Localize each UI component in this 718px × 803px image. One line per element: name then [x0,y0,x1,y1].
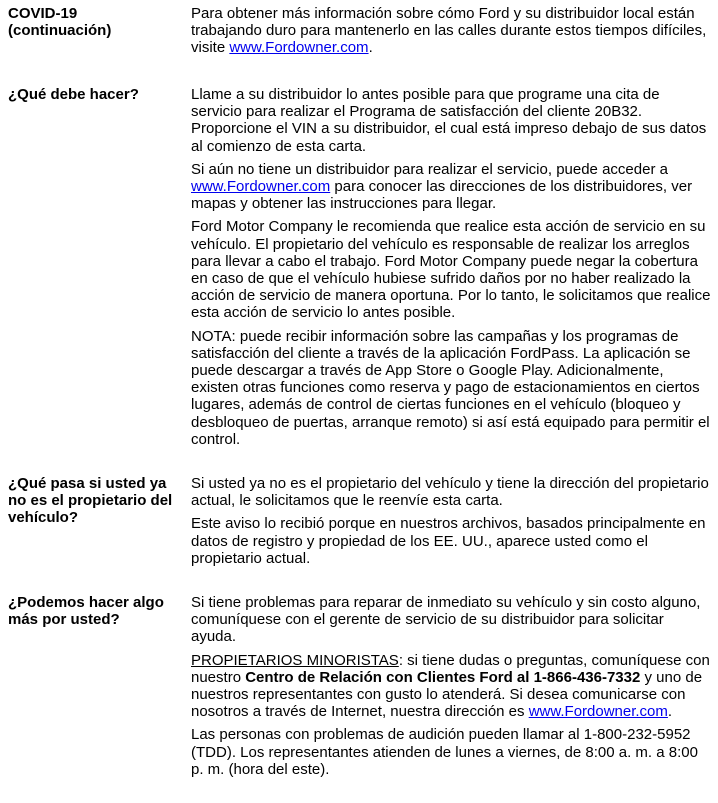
text-span: . [368,39,373,57]
paragraph: Las personas con problemas de audición pueden llamar al 1-800-232-5952 (TDD). Los representantes atienden de lunes a viernes, de 8:00 a. m. a 8:00 p. m. (hora del este). [191,726,698,778]
text-span: para conocer las direcciones de los distribuidores, ver mapas y obtener las instrucciones para llegar. [191,178,693,213]
fordowner-link[interactable]: www.Fordowner.com [528,703,668,721]
paragraph: Este aviso lo recibió porque en nuestros archivos, basados principalmente en datos de registro y propiedad de los EE. UU., aparece usted como el propietario actual. [191,515,706,567]
retail-owners-heading: PROPIETARIOS MINORISTAS [191,651,399,669]
section-label-more-help: ¿Podemos hacer algo más por usted? [8,594,164,629]
paragraph [191,5,711,57]
section-content-more-help [191,594,711,784]
paragraph [191,161,711,213]
section-content-not-owner [191,475,711,573]
section-label-what-to-do: ¿Qué debe hacer? [8,86,139,103]
section-content-what-to-do [191,86,711,454]
text-span: y uno de nuestros representantes con gusto lo atenderá. Si desea comunicarse con nosotros a través de Internet, nuestra dirección es [191,668,703,721]
section-content-covid [191,5,711,63]
paragraph: NOTA: puede recibir información sobre las campañas y los programas de satisfacción del cliente a través de la aplicación FordPass. La aplicación se puede descargar a través de App Store o Google Play. Adicionalmente, existen otras funciones como reserva y pago de estacionamientos en ciertos lugares, además de control de ciertas funciones en el vehículo (bloqueo y desbloqueo de puertas, arranque remoto) si así está equipado para permitir el control. [191,327,710,448]
section-label-not-owner: ¿Qué pasa si usted ya no es el propietario del vehículo? [8,475,173,527]
text-span: . [667,703,673,721]
fordowner-link[interactable]: www.Fordowner.com [191,178,331,196]
fordowner-link[interactable]: www.Fordowner.com [229,39,369,57]
text-span: : si tiene dudas o preguntas, comuníquese con nuestro [191,651,710,686]
section-label-covid: COVID-19 (continuación) [8,5,112,40]
text-span: Si aún no tiene un distribuidor para realizar el servicio, puede acceder a [191,160,668,178]
customer-relationship-center-phone: Centro de Relación con Clientes Ford al 1-866-436-7332 [245,668,641,686]
paragraph: Si usted ya no es el propietario del vehículo y tiene la dirección del propietario actual, le solicitamos que le reenvíe esta carta. [191,475,709,510]
paragraph: Llame a su distribuidor lo antes posible para que programe una cita de servicio para realizar el Programa de satisfacción del cliente 20B32. Proporcione el VIN a su distribuidor, el cual está impreso debajo de sus datos al comienzo de esta carta. [191,86,707,155]
paragraph [191,652,711,721]
paragraph: Ford Motor Company le recomienda que realice esta acción de servicio en su vehículo. El propietario del vehículo es responsable de realizar los arreglos para llevar a cabo el trabajo. Ford Motor Company puede negar la cobertura en caso de que el vehículo hubiese sufrido daños por no haber realizado la acción de servicio de manera oportuna. Por lo tanto, le solicitamos que realice esta acción de servicio lo antes posible. [191,218,711,322]
text-span: Para obtener más información sobre cómo Ford y su distribuidor local están trabajando duro para mantenerlo en las calles durante estos tiempos difíciles, visite [191,5,707,57]
paragraph: Si tiene problemas para reparar de inmediato su vehículo y sin costo alguno, comuníquese con el gerente de servicio de su distribuidor para solicitar ayuda. [191,594,701,646]
